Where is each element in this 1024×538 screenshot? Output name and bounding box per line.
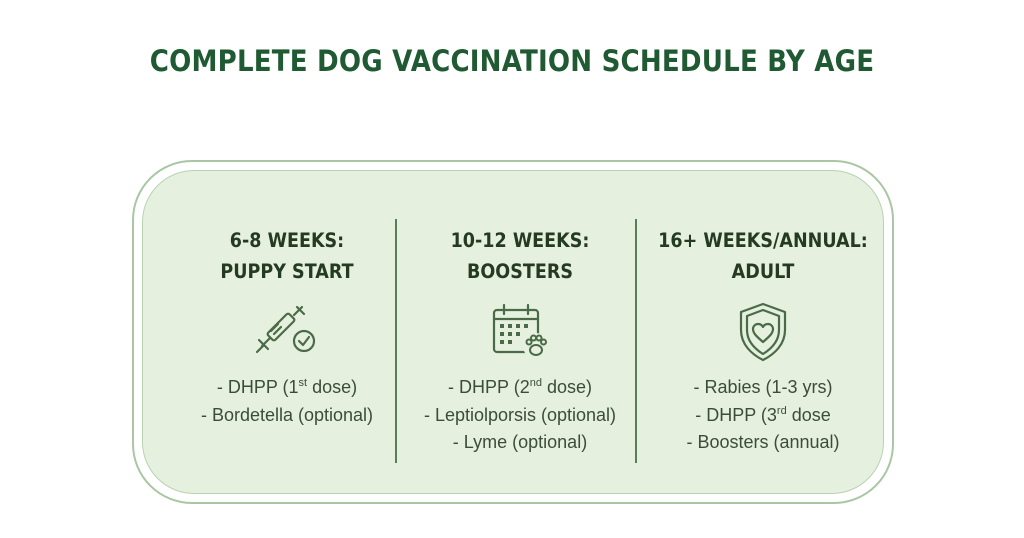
- stage-heading: [177, 225, 397, 287]
- schedule-panel: [142, 170, 884, 494]
- vaccine-item: - DHPP (1st dose): [216, 377, 358, 397]
- stage-adult: [641, 171, 885, 493]
- vaccine-item: - Leptiolporsis (optional): [423, 404, 617, 425]
- vaccine-item: - Rabies (1-3 yrs): [693, 377, 833, 397]
- stage-heading: [653, 225, 873, 287]
- vaccine-item: - DHPP (2nd dose): [448, 377, 592, 397]
- vaccine-item: - Lyme (optional): [452, 432, 588, 452]
- stage-heading-line2: ADULT: [731, 260, 795, 283]
- stage-boosters: [398, 171, 642, 493]
- calendar-paw-icon: [485, 302, 555, 362]
- vaccine-list: [165, 374, 409, 429]
- stage-heading-line1: 6-8 WEEKS:: [229, 229, 345, 252]
- shield-heart-icon: [728, 302, 798, 362]
- syringe-check-icon: [252, 302, 322, 362]
- stage-heading-line2: BOOSTERS: [467, 260, 573, 283]
- vaccine-list: [641, 374, 885, 457]
- vaccine-list: [398, 374, 642, 457]
- column-divider: [635, 219, 637, 463]
- stage-heading-line1: 10-12 WEEKS:: [450, 229, 590, 252]
- vaccine-item: - Boosters (annual): [686, 432, 840, 452]
- stage-heading-line1: 16+ WEEKS/ANNUAL:: [658, 229, 868, 252]
- page-title: COMPLETE DOG VACCINATION SCHEDULE BY AGE: [149, 44, 875, 78]
- column-divider: [395, 219, 397, 463]
- stage-puppy-start: [165, 171, 409, 493]
- vaccine-item: - DHPP (3rd dose: [695, 404, 831, 425]
- schedule-card: [132, 160, 894, 504]
- stage-heading: [410, 225, 630, 287]
- stage-heading-line2: PUPPY START: [220, 260, 354, 283]
- vaccine-item: - Bordetella (optional): [200, 404, 374, 425]
